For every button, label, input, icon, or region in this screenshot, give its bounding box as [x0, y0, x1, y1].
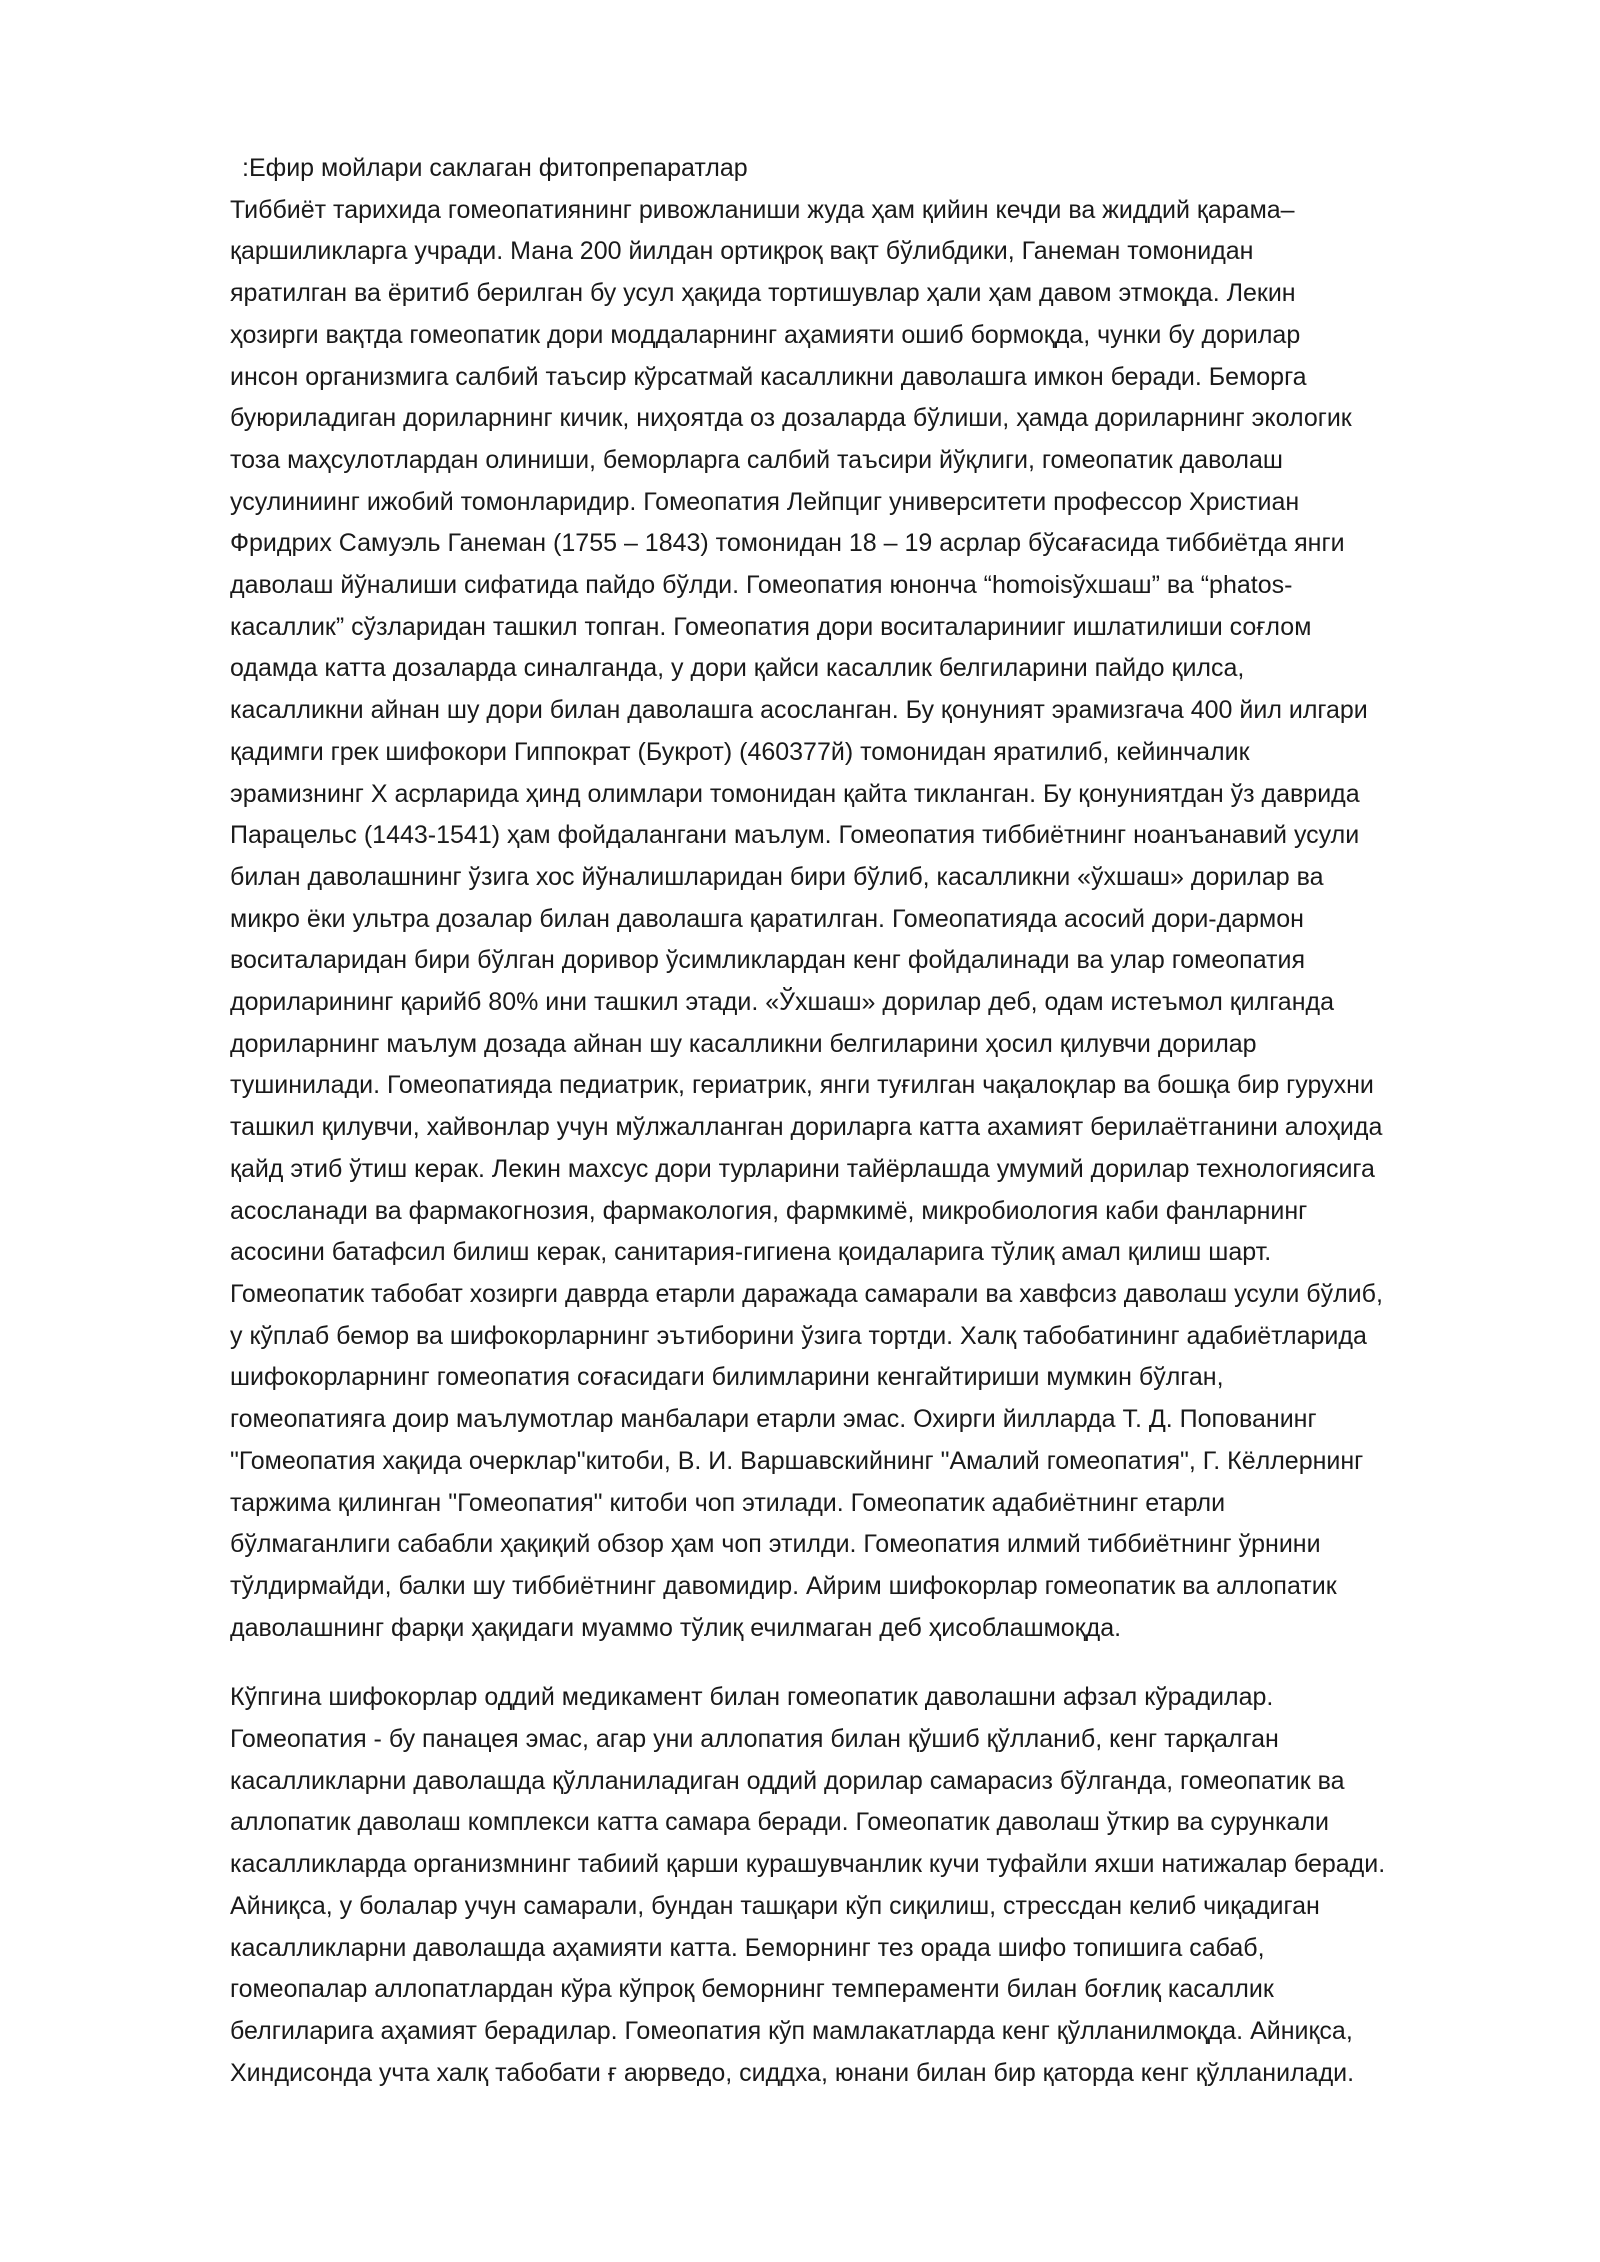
text-line: дориларнинг маълум дозада айнан шу касалликни белгиларини ҳосил қилувчи дорилар: [230, 1029, 1257, 1058]
text-line: билан даволашнинг ўзига хос йўналишларидан бири бўлиб, касалликни «ўхшаш» дорилар ва: [230, 862, 1324, 891]
text-line: Гомеопатик табобат хозирги даврда етарли даражада самарали ва хавфсиз даволаш усули бўлиб,: [230, 1279, 1383, 1308]
text-line: Фридрих Самуэль Ганеман (1755 – 1843) томонидан 18 – 19 асрлар бўсағасида тиббиётда янги: [230, 529, 1345, 558]
text-line: гомеопатияга доир маълумотлар манбалари етарли эмас. Охирги йилларда Т. Д. Попованинг: [230, 1405, 1317, 1434]
document-paragraphs: [230, 190, 1470, 2095]
text-line: Тиббиёт тарихида гомеопатиянинг ривожланиши жуда ҳам қийин кечди ва жиддий қарама–: [230, 195, 1295, 224]
text-line: касалликни айнан шу дори билан даволашга асосланган. Бу қонуният эрамизгача 400 йил илгари: [230, 696, 1368, 725]
text-line: ҳозирги вақтда гомеопатик дори моддаларнинг аҳамияти ошиб бормоқда, чунки бу дорилар: [230, 320, 1301, 349]
text-line: тушинилади. Гомеопатияда педиатрик, гериатрик, янги туғилган чақалоқлар ва бошқа бир гурухни: [230, 1071, 1374, 1100]
text-line: аллопатик даволаш комплекси катта самара беради. Гомеопатик даволаш ўткир ва сурункали: [230, 1808, 1329, 1837]
text-line: гомеопалар аллопатлардан кўра кўпроқ беморнинг темпераменти билан боғлиқ касаллик: [230, 1975, 1274, 2004]
text-line: қаршиликларга учради. Мана 200 йилдан ортиқроқ вақт бўлибдики, Ганеман томонидан: [230, 237, 1254, 266]
text-line: яратилган ва ёритиб берилган бу усул ҳақида тортишувлар ҳали ҳам давом этмоқда. Лекин: [230, 279, 1296, 308]
text-line: касаллик” сўзларидан ташкил топган. Гомеопатия дори воситаларинииг ишлатилиши соғлом: [230, 612, 1312, 641]
text-line: тоза маҳсулотлардан олиниши, беморларга салбий таъсири йўқлиги, гомеопатик даволаш: [230, 445, 1283, 474]
text-line: Кўпгина шифокорлар оддий медикамент билан гомеопатик даволашни афзал кўрадилар.: [230, 1683, 1274, 1712]
text-line: эрамизнинг X асрларида ҳинд олимлари томонидан қайта тикланган. Бу қонуниятдан ўз даврида: [230, 779, 1360, 808]
text-line: асосини батафсил билиш керак, санитария-гигиена қоидаларига тўлиқ амал қилиш шарт.: [230, 1238, 1272, 1267]
text-line: Хиндисонда учта халқ табобати ғ аюрведо, сиддха, юнани билан бир қаторда кенг қўлланилади.: [230, 2058, 1355, 2087]
text-line: қайд этиб ўтиш керак. Лекин махсус дори турларини тайёрлашда умумий дорилар технологиясига: [230, 1154, 1375, 1183]
document-heading: :Ефир мойлари саклаган фитопрепаратлар: [242, 154, 748, 182]
document-body: [230, 148, 1470, 2094]
text-line: касалликларни даволашда аҳамияти катта. Беморнинг тез орада шифо топишига сабаб,: [230, 1933, 1265, 1962]
text-line: инсон организмига салбий таъсир кўрсатмай касалликни даволашга имкон беради. Беморга: [230, 362, 1307, 391]
text-line: Парацельс (1443-1541) ҳам фойдалангани маълум. Гомеопатия тиббиётнинг ноанъанавий усули: [230, 821, 1360, 850]
text-line: касалликларни даволашда қўлланиладиган оддий дорилар самарасиз бўлганда, гомеопатик ва: [230, 1766, 1345, 1795]
text-line: Айниқса, у болалар учун самарали, бундан ташқари кўп сиқилиш, стрессдан келиб чиқадиган: [230, 1891, 1320, 1920]
text-line: одамда катта дозаларда синалганда, у дори қайси касаллик белгиларини пайдо қилса,: [230, 654, 1245, 683]
text-line: касалликларда организмнинг табиий қарши курашувчанлик кучи туфайли яхши натижалар беради.: [230, 1850, 1386, 1879]
text-line: таржима қилинган "Гомеопатия" китоби чоп этилади. Гомеопатик адабиётнинг етарли: [230, 1488, 1226, 1517]
text-line: дориларининг қарийб 80% ини ташкил этади. «Ўхшаш» дорилар деб, одам истеъмол қилганда: [230, 988, 1335, 1017]
text-line: даволаш йўналиши сифатида пайдо бўлди. Гомеопатия юнонча “homoisўхшаш” ва “phatos-: [230, 571, 1293, 600]
text-line: ташкил қилувчи, хайвонлар учун мўлжалланган дориларга катта ахамият берилаётганини алоҳида: [230, 1113, 1383, 1142]
text-line: микро ёки ультра дозалар билан даволашга қаратилган. Гомеопатияда асосий дори-дармон: [230, 904, 1304, 933]
text-line: воситаларидан бири бўлган доривор ўсимликлардан кенг фойдалинади ва улар гомеопатия: [230, 946, 1306, 975]
text-line: у кўплаб бемор ва шифокорларнинг эътиборини ўзига тортди. Халқ табобатининг адабиётларида: [230, 1321, 1367, 1350]
paragraph: [230, 1677, 1470, 2094]
text-line: тўлдирмайди, балки шу тиббиётнинг давомидир. Айрим шифокорлар гомеопатик ва аллопатик: [230, 1571, 1337, 1600]
text-line: шифокорларнинг гомеопатия соғасидаги билимларини кенгайтириши мумкин бўлган,: [230, 1363, 1224, 1392]
text-line: асосланади ва фармакогнозия, фармакология, фармкимё, микробиология каби фанларнинг: [230, 1196, 1308, 1225]
text-line: "Гомеопатия хақида очерклар"китоби, В. И. Варшавскийнинг "Амалий гомеопатия", Г. Кёллернинг: [230, 1446, 1364, 1475]
text-line: бўлмаганлиги сабабли ҳақиқий обзор ҳам чоп этилди. Гомеопатия илмий тиббиётнинг ўрнини: [230, 1530, 1321, 1559]
text-line: усулиниинг ижобий томонларидир. Гомеопатия Лейпциг университети профессор Христиан: [230, 487, 1300, 516]
text-line: Гомеопатия - бу панацея эмас, агар уни аллопатия билан қўшиб қўлланиб, кенг тарқалган: [230, 1725, 1279, 1754]
text-line: белгиларига аҳамият берадилар. Гомеопатия кўп мамлакатларда кенг қўлланилмоқда. Айниқса,: [230, 2016, 1353, 2045]
paragraph: [230, 190, 1470, 1650]
text-line: буюриладиган дориларнинг кичик, ниҳоятда оз дозаларда бўлиши, ҳамда дориларнинг экологик: [230, 404, 1352, 433]
text-line: қадимги грек шифокори Гиппократ (Букрот) (460377й) томонидан яратилиб, кейинчалик: [230, 737, 1250, 766]
text-line: даволашнинг фарқи ҳақидаги муаммо тўлиқ ечилмаган деб ҳисоблашмоқда.: [230, 1613, 1122, 1642]
